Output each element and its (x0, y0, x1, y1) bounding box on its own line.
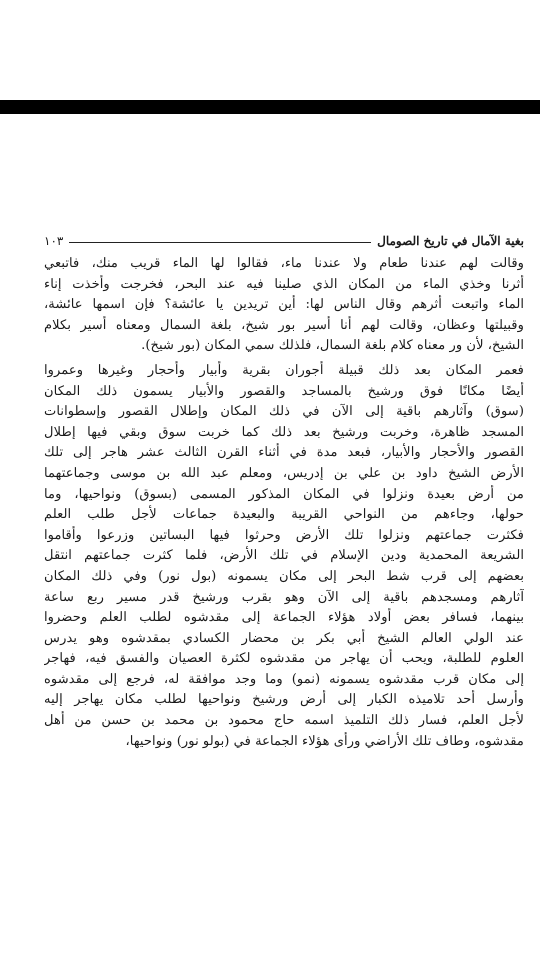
text-line: وأرسل أحد تلاميذه الكبار إلى أرض ورشيخ ونواحيها لطلب مكان يهاجر إليه (44, 692, 524, 708)
text-line: مقدشوه، وطاف تلك الأراضي ورأى هؤلاء الجماعة في (بولو نور) ونواحيها، (125, 733, 524, 749)
page-number: ١٠٣ (44, 234, 64, 248)
text-line: من أرض بعيدة ونزلوا في المكان المذكور المسمى (بسوق) ونواحيها، وما (44, 486, 524, 502)
book-page (44, 232, 524, 752)
text-line: المسجد ظاهرة، وخربت ورشيخ بعد ذلك كما خربت سوق وبقي فيها إطلال (44, 424, 524, 440)
running-head (44, 232, 524, 250)
text-line: آثارهم ومسجدهم باقية إلى الآن وهو بقرب ورشيخ قدر مسير ربع ساعة (44, 589, 524, 605)
text-line: بينهما، فسافر بعض أولاد هؤلاء الجماعة إلى مقدشوه لطلب العلم وحضروا (44, 610, 524, 626)
text-line: لأجل العلم، فسار ذلك التلميذ اسمه حاج محمود بن محمد بن حسن من أهل (44, 713, 524, 729)
text-line: حولها، وجاءهم من النواحي القريبة والبعيدة جماعات لأجل طلب العلم (44, 507, 524, 523)
text-line: الشريعة المحمدية ودين الإسلام في تلك الأرض، فلما كثرت جماعتهم انتقل (44, 548, 524, 564)
header-rule (69, 242, 371, 243)
text-line: (سوق) وآثارهم باقية إلى الآن في ذلك المكان وإطلال القصور وإسطوانات (44, 404, 524, 420)
text-line: الشيخ، لأن ور معناه كلام بلغة السمال، فلذلك سمي المكان (بور شيخ). (141, 338, 524, 354)
text-line: فكثرت جماعتهم ونزلوا تلك الأرض وحرثوا فيها البساتين وزرعوا وأقاموا (44, 527, 524, 543)
text-line: وقالت لهم عندنا طعام ولا عندنا ماء، فقالوا لها الماء قريب منك، فاتبعي (44, 256, 524, 271)
text-line: العلوم للطلبة، ويحب أن يهاجر من مقدشوه لكثرة العصيان والفسق فيه، فهاجر (44, 651, 524, 667)
paragraph-1 (44, 254, 524, 357)
text-line: إلى مكان قرب مقدشوه يسمونه (نمو) وما وجد موافقة له، فرجع إلى مقدشوه (44, 671, 524, 687)
text-line: عند الولي العالم الشيخ أبي بكر بن محضار الكسادي بمقدشوه وهو يدرس (44, 630, 524, 646)
book-title: بغية الآمال في تاريخ الصومال (377, 234, 524, 248)
text-line: أيضًا مكانًا فوق ورشيخ بالمساجد والقصور والأبيار يسمون ذلك المكان (44, 383, 524, 399)
text-line: الماء واتبعت أثرهم وقال الناس لها: أين تريدين يا عائشة؟ فإن اسمها عائشة، (44, 297, 524, 313)
text-line: أثرنا وخذي الماء من المكان الذي صلينا فيه عند البحر، فخرجت وأخذت إناء (44, 276, 524, 292)
text-line: وقبيلتها وعظان، وقالت لهم أنا أسير بور شيخ، بلغة السمال ومعناه أسير بكلام (44, 317, 524, 333)
black-scan-border (0, 100, 540, 114)
text-line: القصور والأحجار والأبيار، فبعد مدة في أثناء القرن الثالث عشر هاجر إلى تلك (44, 445, 524, 461)
paragraph-2 (44, 361, 524, 752)
text-line: بعضهم إلى قرب شط البحر إلى مكان يسمونه (بول نور) وفي ذلك المكان (44, 568, 524, 584)
text-line: فعمر المكان بعد ذلك قبيلة أجوران بقرية وأبيار وأحجار وغيرها وعمروا (44, 362, 524, 378)
text-line: الأرض الشيخ داود بن علي بن إدريس، ومعلم عبد الله بن موسى وجماعتهما (44, 465, 524, 481)
